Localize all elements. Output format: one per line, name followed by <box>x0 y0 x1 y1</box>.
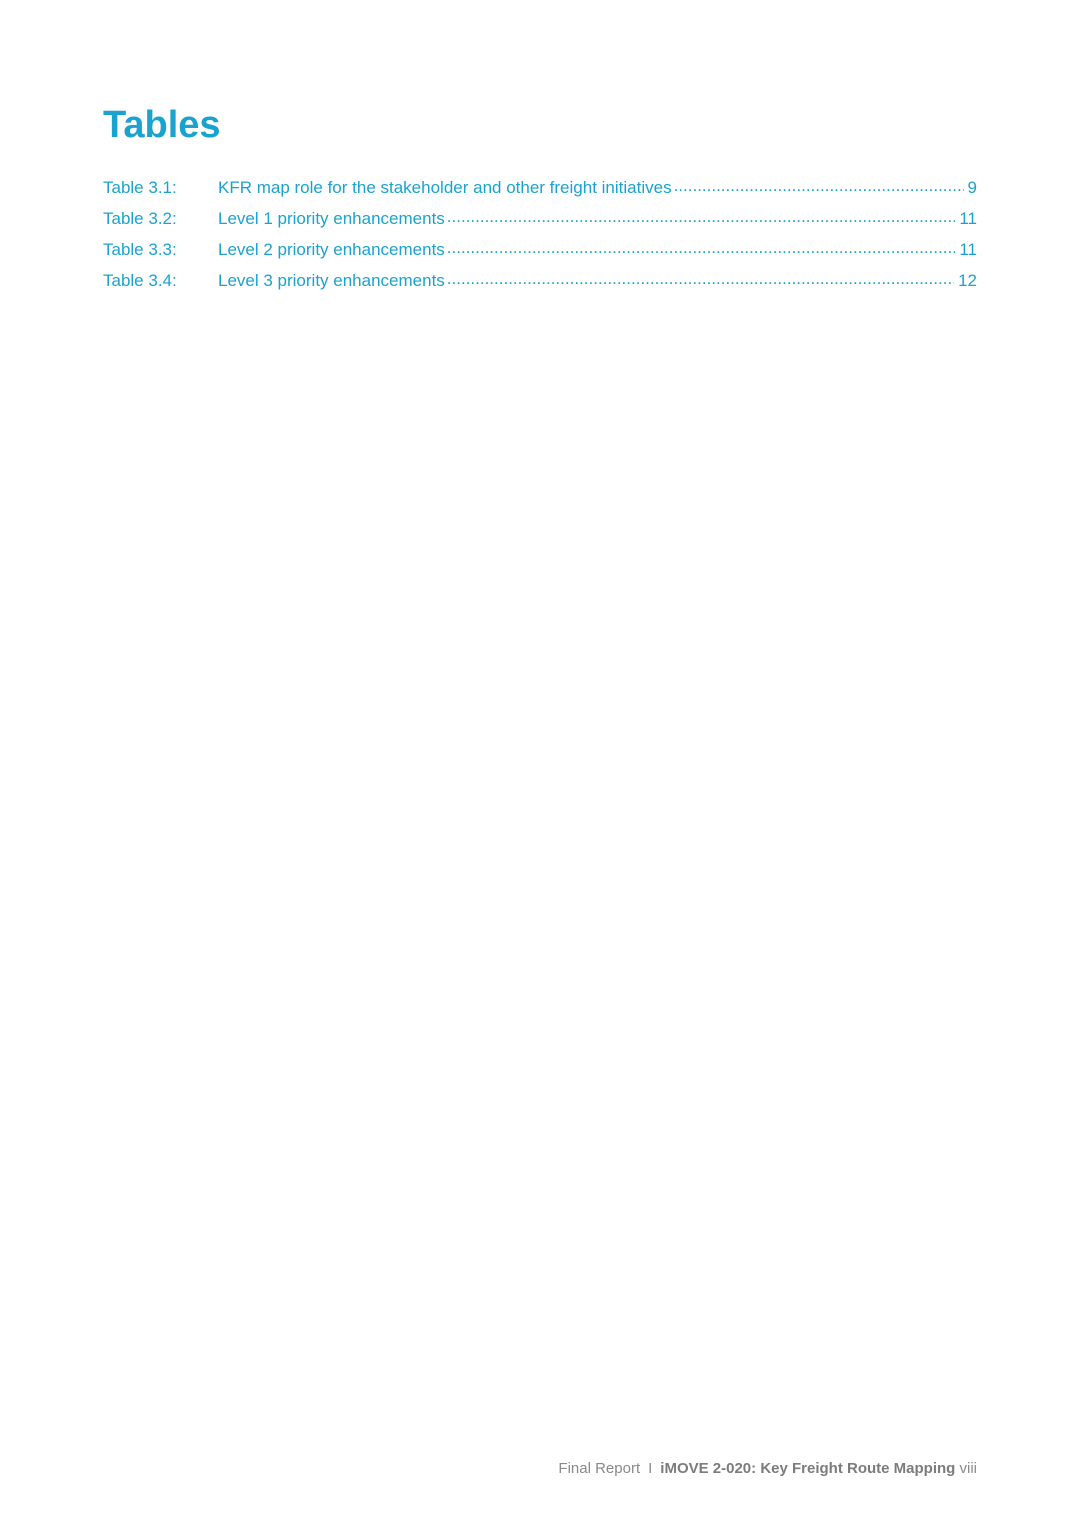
toc-entry-label: Table 3.4: <box>103 271 177 290</box>
toc-entry-label: Table 3.3: <box>103 240 177 259</box>
page-title: Tables <box>103 104 221 146</box>
toc-entry-label: Table 3.1: <box>103 178 177 197</box>
toc-entry[interactable] <box>103 178 977 209</box>
footer-separator: I <box>648 1460 653 1477</box>
toc-entry[interactable] <box>103 271 977 302</box>
toc-dot-leader <box>674 176 964 196</box>
toc-entry-label: Table 3.2: <box>103 209 177 228</box>
toc-dot-leader <box>447 238 956 258</box>
toc-entry-page: 11 <box>959 240 977 259</box>
footer-report-label: Final Report <box>558 1460 641 1477</box>
toc-dot-leader <box>447 269 954 289</box>
toc-entry[interactable] <box>103 209 977 240</box>
toc-entry-page: 11 <box>959 209 977 228</box>
toc-entry-title: Level 3 priority enhancements <box>218 271 445 290</box>
toc-entry-page: 9 <box>967 178 977 197</box>
toc-entry-title: KFR map role for the stakeholder and other freight initiatives <box>218 178 672 197</box>
toc-entry-title: Level 2 priority enhancements <box>218 240 445 259</box>
footer-document-title: iMOVE 2-020: Key Freight Route Mapping <box>660 1460 956 1477</box>
toc-dot-leader <box>447 207 956 227</box>
toc-entry-page: 12 <box>958 271 977 290</box>
footer-page-number: viii <box>959 1460 977 1477</box>
toc-entry[interactable] <box>103 240 977 271</box>
table-of-tables <box>103 178 977 302</box>
toc-entry-title: Level 1 priority enhancements <box>218 209 445 228</box>
page-footer <box>558 1460 977 1477</box>
